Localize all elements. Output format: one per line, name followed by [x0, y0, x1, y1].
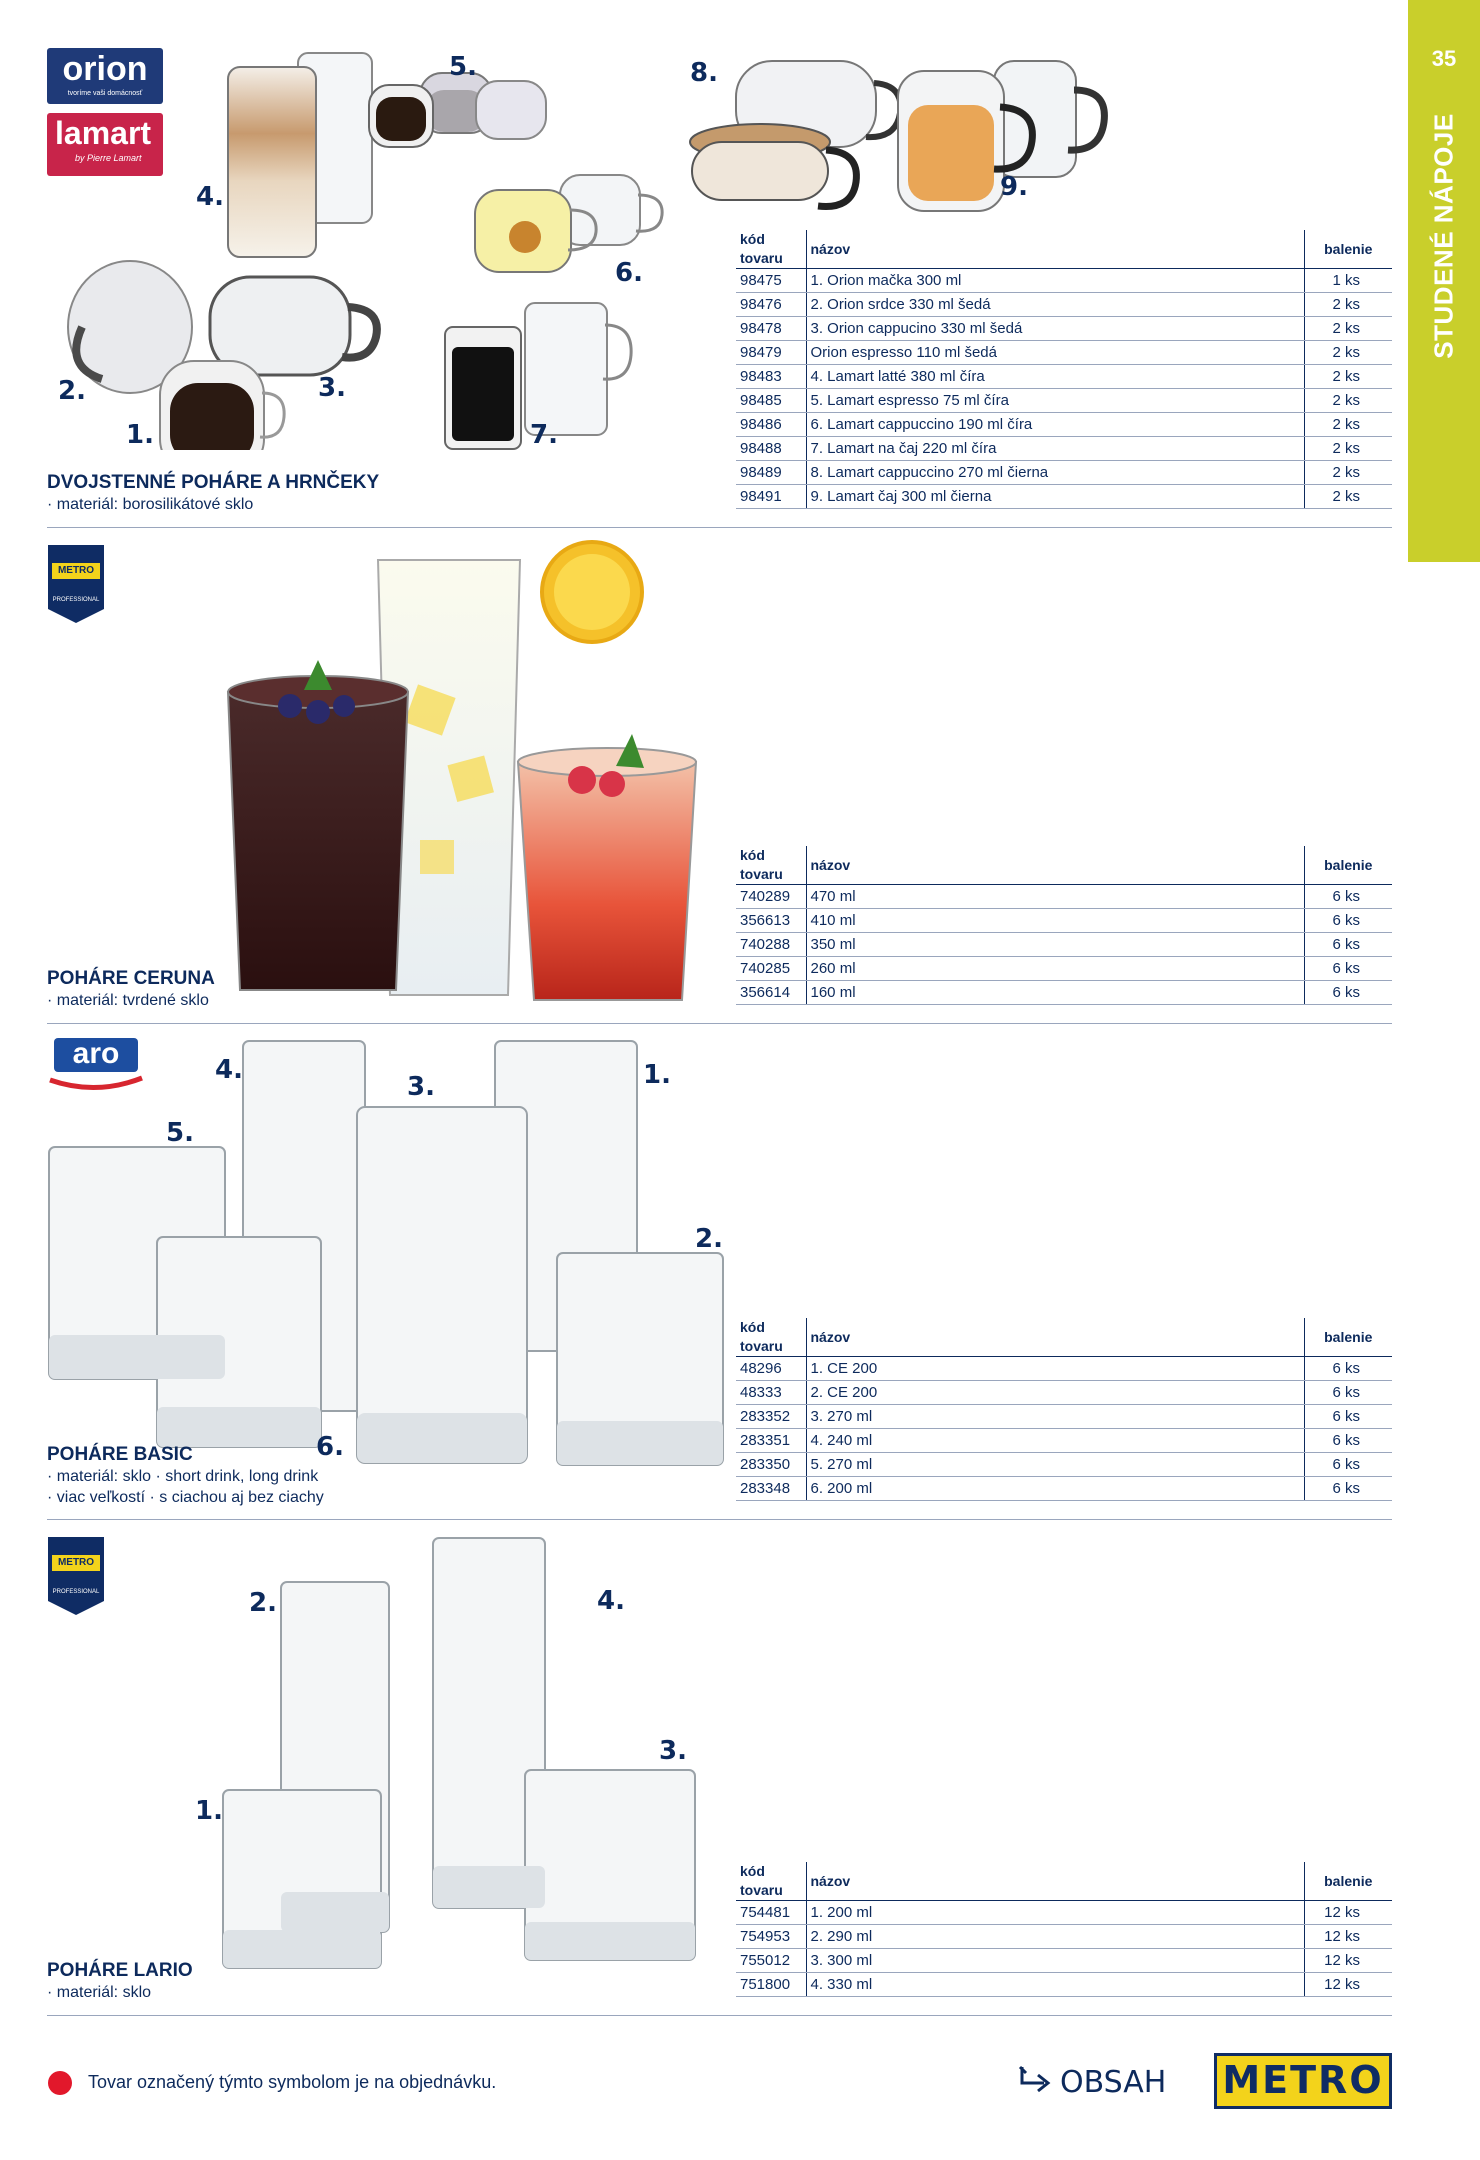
- product-code: 98486: [736, 413, 806, 437]
- table-row: [736, 485, 1392, 509]
- label-lario-1: 1.: [195, 1796, 223, 1826]
- metro-professional-name: METRO: [52, 563, 100, 579]
- product-pack: 6 ks: [1304, 1405, 1392, 1429]
- column-header-pack: balenie: [1304, 846, 1392, 885]
- section-divider: [47, 1023, 1392, 1024]
- product-code: 98476: [736, 293, 806, 317]
- product-name: 1. 200 ml: [806, 1901, 1304, 1925]
- product-code: 48333: [736, 1381, 806, 1405]
- label-7: 7.: [530, 420, 558, 450]
- product-pack: 2 ks: [1304, 341, 1392, 365]
- product-table-double-wall: [736, 230, 1392, 509]
- product-code: 98483: [736, 365, 806, 389]
- table-row: [736, 1453, 1392, 1477]
- product-pack: 2 ks: [1304, 293, 1392, 317]
- label-2: 2.: [58, 376, 86, 406]
- label-1: 1.: [126, 420, 154, 450]
- table-row: [736, 413, 1392, 437]
- product-name: 3. 300 ml: [806, 1949, 1304, 1973]
- table-row: [736, 1357, 1392, 1381]
- product-code: 740285: [736, 957, 806, 981]
- label-basic-4: 4.: [215, 1055, 243, 1085]
- product-code: 754953: [736, 1925, 806, 1949]
- metro-professional-logo: [48, 545, 104, 623]
- column-header-code: kód tovaru: [736, 1318, 806, 1357]
- order-symbol-dot: [48, 2071, 72, 2095]
- column-header-code: kód tovaru: [736, 230, 806, 269]
- product-code: 98491: [736, 485, 806, 509]
- product-name: 2. Orion srdce 330 ml šedá: [806, 293, 1304, 317]
- product-pack: 6 ks: [1304, 885, 1392, 909]
- label-5: 5.: [449, 52, 477, 82]
- table-row: [736, 389, 1392, 413]
- order-note: Tovar označený týmto symbolom je na objednávku.: [88, 2072, 497, 2092]
- orion-logo-tagline: tvoríme vaši domácnosť: [67, 90, 143, 97]
- product-table-ceruna: [736, 846, 1392, 1005]
- product-code: 740289: [736, 885, 806, 909]
- product-table-lario: [736, 1862, 1392, 1997]
- table-row: [736, 269, 1392, 293]
- column-header-name: názov: [806, 230, 1304, 269]
- label-basic-5: 5.: [166, 1118, 194, 1148]
- metro-logo: METRO: [1214, 2053, 1392, 2109]
- product-pack: 12 ks: [1304, 1901, 1392, 1925]
- product-pack: 1 ks: [1304, 269, 1392, 293]
- lamart-logo-tagline: by Pierre Lamart: [75, 153, 142, 163]
- table-row: [736, 933, 1392, 957]
- product-name: 410 ml: [806, 909, 1304, 933]
- section-spec-ceruna: · materiál: tvrdené sklo: [47, 992, 209, 1009]
- label-basic-2: 2.: [695, 1224, 723, 1254]
- product-code: 98489: [736, 461, 806, 485]
- product-code: 283350: [736, 1453, 806, 1477]
- column-header-code: kód tovaru: [736, 1862, 806, 1901]
- table-header-row: [736, 230, 1392, 269]
- product-code: 48296: [736, 1357, 806, 1381]
- table-row: [736, 437, 1392, 461]
- column-header-name: názov: [806, 846, 1304, 885]
- label-lario-3: 3.: [659, 1736, 687, 1766]
- table-row: [736, 1925, 1392, 1949]
- product-table-basic: [736, 1318, 1392, 1501]
- product-pack: 2 ks: [1304, 437, 1392, 461]
- table-row: [736, 885, 1392, 909]
- product-name: Orion espresso 110 ml šedá: [806, 341, 1304, 365]
- page-number: 35: [1431, 46, 1457, 71]
- column-header-name: názov: [806, 1862, 1304, 1901]
- product-name: 350 ml: [806, 933, 1304, 957]
- product-name: 7. Lamart na čaj 220 ml číra: [806, 437, 1304, 461]
- product-code: 98479: [736, 341, 806, 365]
- ceruna-glasses-image: [220, 540, 730, 1010]
- product-name: 4. 240 ml: [806, 1429, 1304, 1453]
- table-row: [736, 293, 1392, 317]
- label-3: 3.: [318, 373, 346, 403]
- product-pack: 6 ks: [1304, 909, 1392, 933]
- orion-logo-name: orion: [62, 50, 148, 88]
- product-pack: 6 ks: [1304, 957, 1392, 981]
- product-name: 6. 200 ml: [806, 1477, 1304, 1501]
- product-code: 98488: [736, 437, 806, 461]
- table-row: [736, 1973, 1392, 1997]
- product-name: 260 ml: [806, 957, 1304, 981]
- arrow-turn-icon: [1016, 2063, 1054, 2101]
- column-header-code: kód tovaru: [736, 846, 806, 885]
- product-code: 283348: [736, 1477, 806, 1501]
- metro-professional-shield: [48, 545, 104, 623]
- metro-professional-shield: [48, 1537, 104, 1615]
- label-basic-1: 1.: [643, 1060, 671, 1090]
- label-lario-4: 4.: [597, 1586, 625, 1616]
- table-row: [736, 957, 1392, 981]
- table-row: [736, 981, 1392, 1005]
- product-pack: 12 ks: [1304, 1949, 1392, 1973]
- metro-professional-name: METRO: [52, 1555, 100, 1571]
- product-code: 740288: [736, 933, 806, 957]
- product-code: 755012: [736, 1949, 806, 1973]
- label-6: 6.: [615, 258, 643, 288]
- section-spec-lario: · materiál: sklo: [47, 1984, 152, 2001]
- lamart-logo-name: lamart: [55, 115, 152, 151]
- label-4: 4.: [196, 182, 224, 212]
- section-spec-double-wall: · materiál: borosilikátové sklo: [47, 496, 254, 513]
- toc-link[interactable]: [1016, 2060, 1166, 2104]
- product-pack: 12 ks: [1304, 1925, 1392, 1949]
- product-pack: 12 ks: [1304, 1973, 1392, 1997]
- product-code: 754481: [736, 1901, 806, 1925]
- table-row: [736, 365, 1392, 389]
- table-row: [736, 1901, 1392, 1925]
- table-row: [736, 909, 1392, 933]
- product-name: 5. Lamart espresso 75 ml číra: [806, 389, 1304, 413]
- product-name: 9. Lamart čaj 300 ml čierna: [806, 485, 1304, 509]
- table-row: [736, 341, 1392, 365]
- table-row: [736, 1949, 1392, 1973]
- table-row: [736, 461, 1392, 485]
- product-name: 470 ml: [806, 885, 1304, 909]
- product-code: 98478: [736, 317, 806, 341]
- product-pack: 6 ks: [1304, 1357, 1392, 1381]
- product-pack: 2 ks: [1304, 317, 1392, 341]
- table-row: [736, 1381, 1392, 1405]
- product-name: 1. Orion mačka 300 ml: [806, 269, 1304, 293]
- label-basic-3: 3.: [407, 1072, 435, 1102]
- table-header-row: [736, 846, 1392, 885]
- lario-glasses-image: [215, 1530, 715, 1980]
- table-row: [736, 317, 1392, 341]
- product-name: 4. 330 ml: [806, 1973, 1304, 1997]
- aro-logo-name: aro: [54, 1038, 138, 1072]
- section-title-lario: POHÁRE LARIO: [47, 1960, 193, 1981]
- table-row: [736, 1429, 1392, 1453]
- product-code: 356614: [736, 981, 806, 1005]
- product-name: 5. 270 ml: [806, 1453, 1304, 1477]
- section-spec-basic-2: · viac veľkostí · s ciachou aj bez ciachy: [47, 1489, 324, 1506]
- metro-professional-logo: [48, 1537, 104, 1615]
- product-pack: 6 ks: [1304, 1477, 1392, 1501]
- section-title-basic: POHÁRE BASIC: [47, 1444, 193, 1465]
- product-code: 98485: [736, 389, 806, 413]
- product-code: 356613: [736, 909, 806, 933]
- table-header-row: [736, 1862, 1392, 1901]
- column-header-pack: balenie: [1304, 230, 1392, 269]
- product-name: 2. CE 200: [806, 1381, 1304, 1405]
- product-code: 283351: [736, 1429, 806, 1453]
- product-pack: 2 ks: [1304, 461, 1392, 485]
- section-spec-basic-1: · materiál: sklo · short drink, long drink: [47, 1468, 319, 1485]
- section-divider: [47, 527, 1392, 528]
- product-name: 4. Lamart latté 380 ml číra: [806, 365, 1304, 389]
- product-pack: 2 ks: [1304, 389, 1392, 413]
- table-header-row: [736, 1318, 1392, 1357]
- product-name: 1. CE 200: [806, 1357, 1304, 1381]
- product-name: 3. Orion cappucino 330 ml šedá: [806, 317, 1304, 341]
- label-8: 8.: [690, 58, 718, 88]
- toc-link-label[interactable]: OBSAH: [1060, 2064, 1167, 2100]
- section-tab: [1408, 0, 1480, 562]
- label-lario-2: 2.: [249, 1588, 277, 1618]
- product-pack: 6 ks: [1304, 1381, 1392, 1405]
- section-title-vertical: STUDENÉ NÁPOJE: [1428, 113, 1459, 359]
- column-header-pack: balenie: [1304, 1862, 1392, 1901]
- basic-glasses-image: [45, 1035, 735, 1475]
- table-row: [736, 1477, 1392, 1501]
- product-name: 160 ml: [806, 981, 1304, 1005]
- product-name: 3. 270 ml: [806, 1405, 1304, 1429]
- column-header-name: názov: [806, 1318, 1304, 1357]
- label-9: 9.: [1000, 172, 1028, 202]
- column-header-pack: balenie: [1304, 1318, 1392, 1357]
- product-name: 8. Lamart cappuccino 270 ml čierna: [806, 461, 1304, 485]
- section-title-ceruna: POHÁRE CERUNA: [47, 968, 215, 989]
- section-divider: [47, 2015, 1392, 2016]
- product-pack: 6 ks: [1304, 1453, 1392, 1477]
- label-basic-6: 6.: [316, 1432, 344, 1462]
- product-name: 6. Lamart cappuccino 190 ml číra: [806, 413, 1304, 437]
- metro-professional-tagline: PROFESSIONAL: [52, 1589, 100, 1595]
- product-pack: 6 ks: [1304, 933, 1392, 957]
- product-pack: 2 ks: [1304, 365, 1392, 389]
- section-divider: [47, 1519, 1392, 1520]
- product-pack: 2 ks: [1304, 485, 1392, 509]
- product-code: 751800: [736, 1973, 806, 1997]
- table-row: [736, 1405, 1392, 1429]
- product-pack: 6 ks: [1304, 981, 1392, 1005]
- product-pack: 6 ks: [1304, 1429, 1392, 1453]
- product-code: 283352: [736, 1405, 806, 1429]
- metro-professional-tagline: PROFESSIONAL: [52, 597, 100, 603]
- product-pack: 2 ks: [1304, 413, 1392, 437]
- product-name: 2. 290 ml: [806, 1925, 1304, 1949]
- section-title-double-wall: DVOJSTENNÉ POHÁRE A HRNČEKY: [47, 472, 380, 493]
- product-code: 98475: [736, 269, 806, 293]
